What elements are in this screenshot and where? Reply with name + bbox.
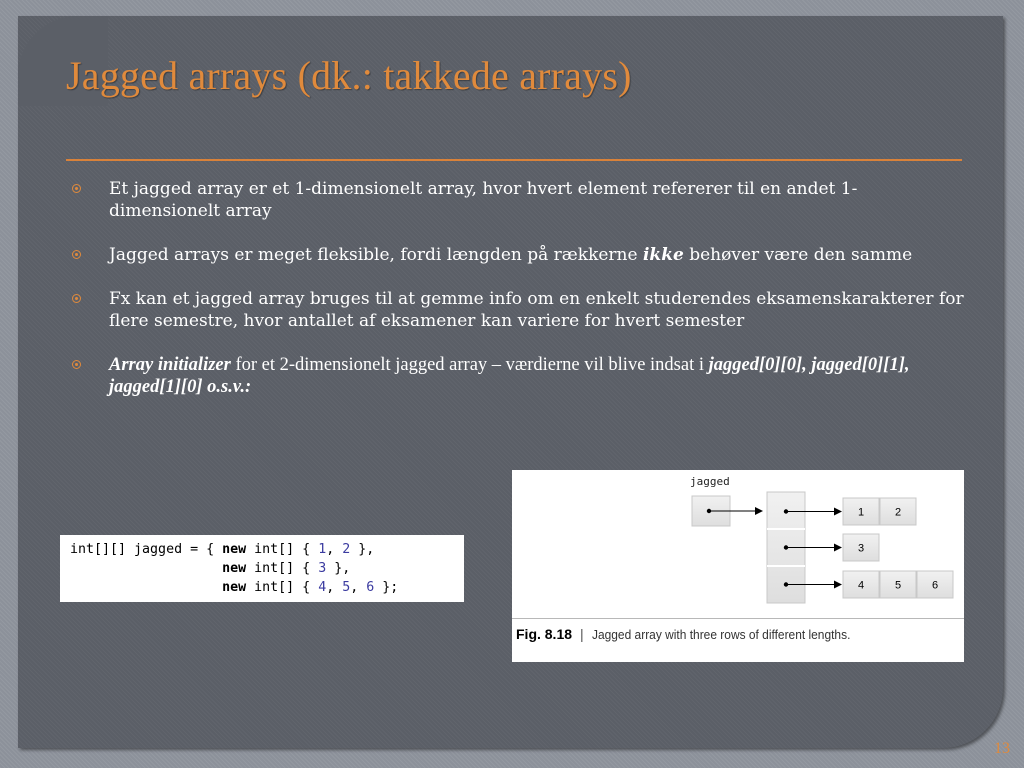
bullet-list [72,178,967,420]
bullet-item [72,354,967,398]
jagged-array-diagram [512,470,964,618]
bullet-text: Et jagged array er et 1-dimensionelt array, hvor hvert element refererer til en andet 1-dimensionelt array [109,179,858,221]
code-line-3: new int[] { 4, 5, 6 }; [222,580,399,595]
bullet-text-mid: for et 2-dimensionelt jagged array – værdierne vil blive indsat i [230,355,709,375]
bullet-text: Fx kan et jagged array bruges til at gemme info om en enkelt studerendes eksamenskarakterer for flere semestre, hvor antallet af eksamener kan variere for hvert semester [109,289,964,331]
array-element-value: 5 [894,579,902,592]
slide-title: Jagged arrays (dk.: takkede arrays) [66,53,632,98]
figure-divider [512,618,964,619]
array-element-value: 2 [894,506,902,519]
figure-number: Fig. 8.18 [516,626,573,642]
jagged-array-figure [512,470,964,662]
array-element-value: 3 [857,542,865,555]
code-line-2: new int[] { 3 }, [222,561,351,576]
caption-text: Jagged array with three rows of different lengths. [591,627,851,642]
array-element-value: 1 [857,506,865,519]
title-underline [66,159,962,161]
bullet-text [109,355,910,397]
variable-label: jagged [690,475,730,488]
code-line-1: int[][] jagged = { new int[] { 1, 2 }, [70,542,375,557]
bullet-item [72,178,967,222]
bullet-text-pre: Jagged arrays er meget fleksible, fordi længden på rækkerne [109,245,643,265]
caption-separator: | [580,626,584,642]
bullet-marker-icon [72,294,81,303]
array-element-value: 4 [857,579,865,592]
bullet-indices: jagged[0][0], jagged[0][1], jagged[1][0] o.s.v.: [109,355,910,397]
bullet-item [72,288,967,332]
figure-caption [516,626,873,642]
bullet-text-post: behøver være den samme [683,245,913,265]
bullet-text [109,245,912,265]
bullet-item [72,244,967,266]
array-element-value: 6 [931,579,939,592]
bullet-emphasis: ikke [642,245,684,265]
bullet-marker-icon [72,360,81,369]
bullet-marker-icon [72,250,81,259]
page-number: 13 [994,740,1010,757]
bullet-marker-icon [72,184,81,193]
code-snippet [60,535,464,602]
outer-array [767,492,953,603]
bullet-term: Array initializer [109,355,231,375]
